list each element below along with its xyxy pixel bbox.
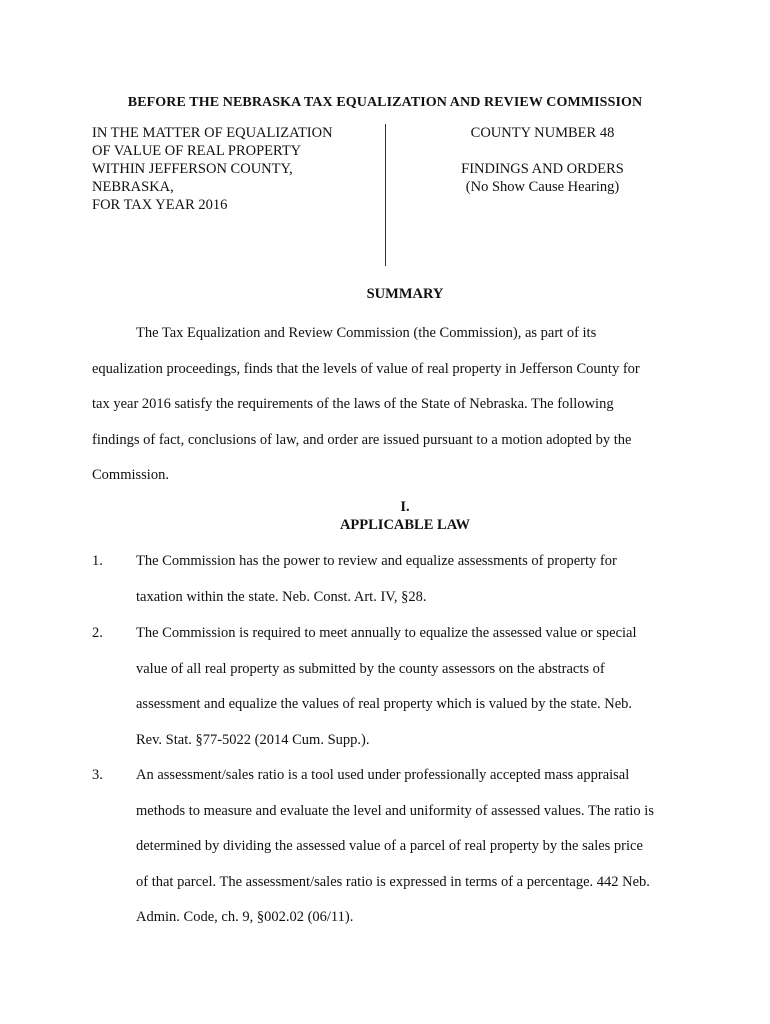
case-caption xyxy=(92,124,333,214)
item-line: The Commission has the power to review and equalize assessments of property for xyxy=(136,553,617,569)
case-info xyxy=(425,124,660,196)
item-text xyxy=(136,616,696,758)
item-line: assessment and equalize the values of real property which is valued by the state. Neb. xyxy=(136,696,633,712)
summary-paragraph xyxy=(92,316,682,494)
item-number: 3. xyxy=(92,767,103,783)
summary-title: SUMMARY xyxy=(366,286,444,302)
document-type: FINDINGS AND ORDERS xyxy=(461,161,624,177)
paragraph-line: equalization proceedings, finds that the levels of value of real property in Jefferson County for xyxy=(92,360,640,377)
item-line: methods to measure and evaluate the level and uniformity of assessed values. The ratio is xyxy=(136,802,654,819)
hearing-note: (No Show Cause Hearing) xyxy=(465,179,620,195)
paragraph-line: Commission. xyxy=(92,467,169,483)
section-numeral: I. xyxy=(400,499,410,515)
paragraph-line: tax year 2016 satisfy the requirements of the laws of the State of Nebraska. The following xyxy=(92,396,614,412)
caption-line: NEBRASKA, xyxy=(92,179,174,195)
item-line: Rev. Stat. §77-5022 (2014 Cum. Supp.). xyxy=(136,731,370,748)
caption-line: FOR TAX YEAR 2016 xyxy=(92,197,228,213)
paragraph-line: The Tax Equalization and Review Commission (the Commission), as part of its xyxy=(136,325,597,341)
item-text xyxy=(136,758,696,936)
item-line: Admin. Code, ch. 9, §002.02 (06/11). xyxy=(136,909,354,925)
paragraph-line: findings of fact, conclusions of law, and order are issued pursuant to a motion adopted by the xyxy=(92,431,632,448)
county-number: COUNTY NUMBER 48 xyxy=(470,125,615,141)
section-heading xyxy=(0,498,770,534)
caption-line: WITHIN JEFFERSON COUNTY, xyxy=(92,161,293,177)
caption-divider xyxy=(385,124,386,266)
item-line: determined by dividing the assessed value of a parcel of real property by the sales price xyxy=(136,838,643,854)
item-line: taxation within the state. Neb. Const. Art. IV, §28. xyxy=(136,588,427,605)
item-text xyxy=(136,544,696,615)
item-number: 1. xyxy=(92,553,103,569)
section-title: APPLICABLE LAW xyxy=(339,517,471,533)
caption-line: OF VALUE OF REAL PROPERTY xyxy=(92,143,302,159)
caption-line: IN THE MATTER OF EQUALIZATION xyxy=(92,125,333,141)
item-line: value of all real property as submitted by the county assessors on the abstracts of xyxy=(136,660,605,677)
item-number: 2. xyxy=(92,625,103,641)
item-line: The Commission is required to meet annually to equalize the assessed value or special xyxy=(136,625,637,641)
item-line: of that parcel. The assessment/sales ratio is expressed in terms of a percentage. 442 Neb. xyxy=(136,873,650,890)
item-line: An assessment/sales ratio is a tool used under professionally accepted mass appraisal xyxy=(136,767,630,783)
commission-heading: BEFORE THE NEBRASKA TAX EQUALIZATION AND REVIEW COMMISSION xyxy=(127,95,643,110)
